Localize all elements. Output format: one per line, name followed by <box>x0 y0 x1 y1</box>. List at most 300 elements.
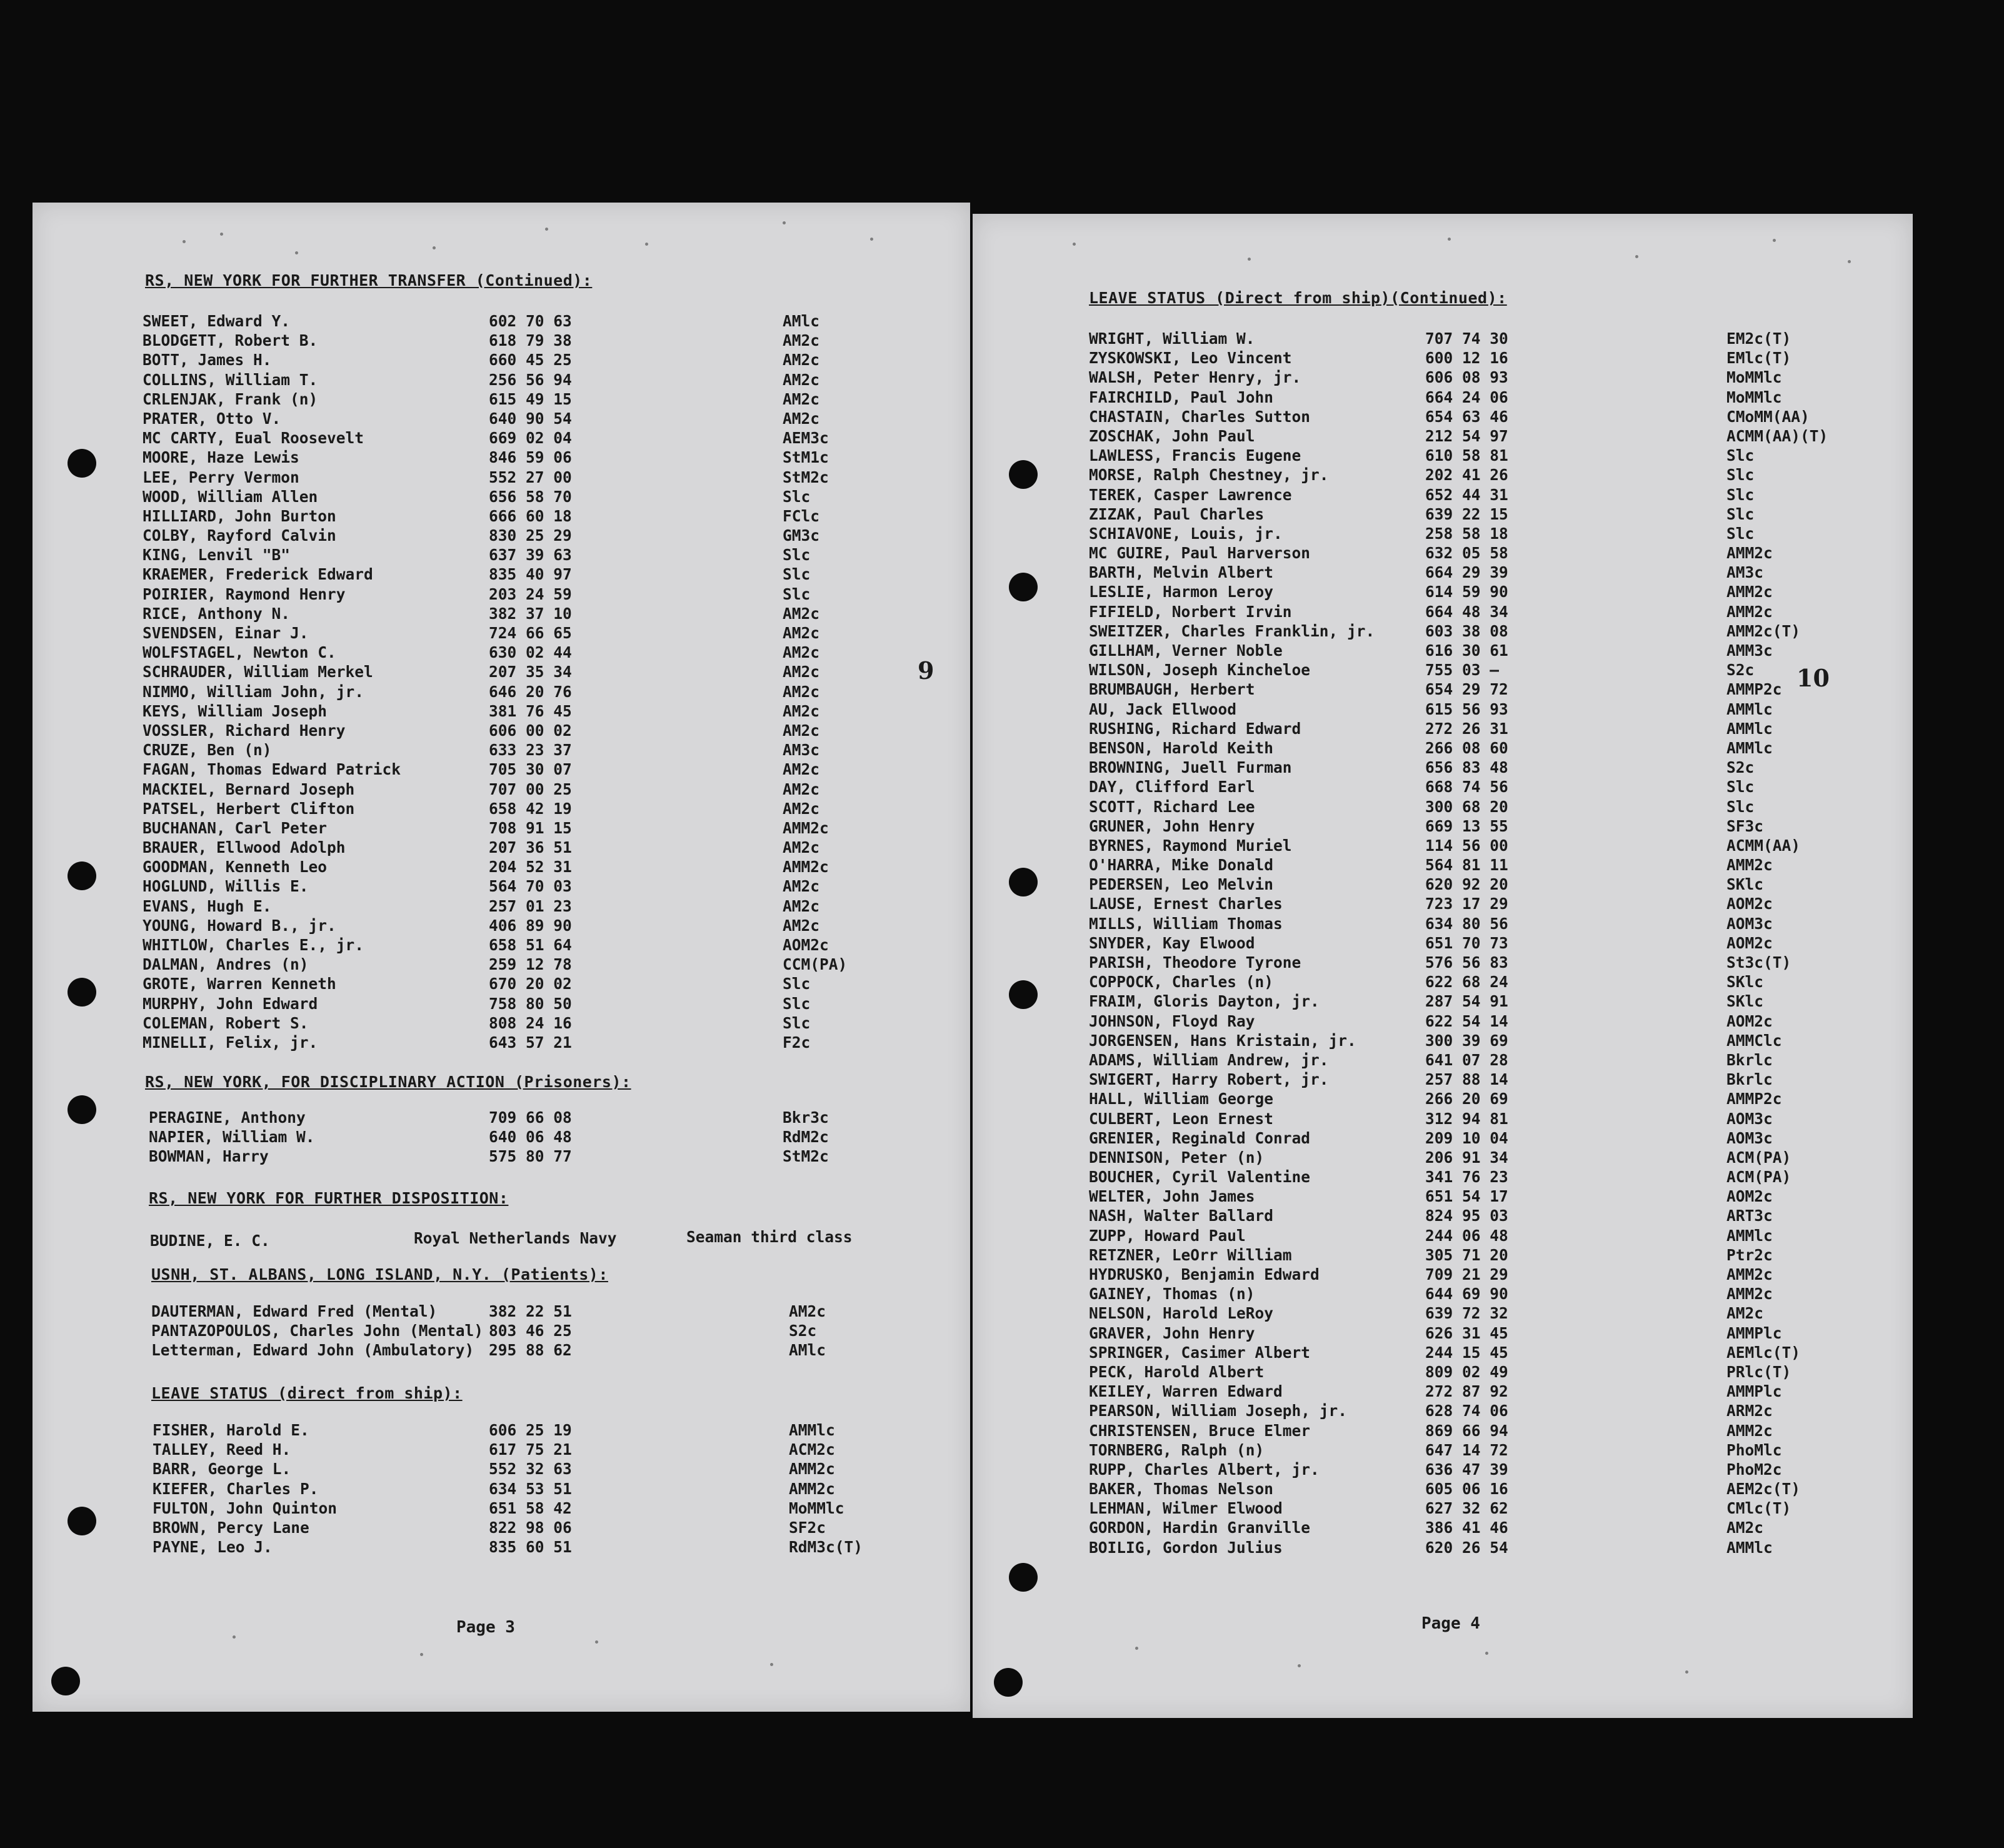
service-number: 575 80 77 <box>489 1147 572 1166</box>
service-number: 658 42 19 <box>489 799 572 818</box>
rating: FClc <box>783 506 820 525</box>
service-number: 300 68 20 <box>1425 797 1508 816</box>
person-name: MACKIEL, Bernard Joseph <box>143 780 355 798</box>
rating: AM2c <box>783 916 820 935</box>
person-name: BYRNES, Raymond Muriel <box>1089 836 1292 855</box>
person-name: TALLEY, Reed H. <box>153 1440 291 1459</box>
service-number: 758 80 50 <box>489 994 572 1013</box>
person-name: PEDERSEN, Leo Melvin <box>1089 875 1274 894</box>
service-number: 305 71 20 <box>1425 1245 1508 1264</box>
person-name: HALL, William George <box>1089 1090 1274 1108</box>
service-number: 272 26 31 <box>1425 719 1508 738</box>
budine-service: Royal Netherlands Navy <box>414 1229 617 1247</box>
person-name: SWEET, Edward Y. <box>143 312 291 330</box>
person-name: ZYSKOWSKI, Leo Vincent <box>1089 349 1292 368</box>
service-number: 204 52 31 <box>489 858 572 876</box>
rating: AMMlc <box>1726 700 1773 718</box>
service-number: 656 83 48 <box>1425 758 1508 777</box>
person-name: PERAGINE, Anthony <box>149 1108 306 1127</box>
service-number: 705 30 07 <box>489 760 572 779</box>
service-number: 564 70 03 <box>489 877 572 896</box>
rating: EM2c(T) <box>1726 329 1791 348</box>
person-name: GAINEY, Thomas (n) <box>1089 1285 1255 1303</box>
rating: AMM2c <box>789 1460 835 1479</box>
person-name: CRLENJAK, Frank (n) <box>143 389 318 408</box>
service-number: 835 60 51 <box>489 1538 572 1557</box>
service-number: 257 88 14 <box>1425 1070 1508 1089</box>
rating: ART3c <box>1726 1207 1773 1225</box>
person-name: LEE, Perry Vermon <box>143 468 299 486</box>
rating: AMMlc <box>1726 719 1773 738</box>
service-number: 643 57 21 <box>489 1033 572 1052</box>
rating: AMM2c <box>783 858 829 876</box>
service-number: 207 35 34 <box>489 663 572 681</box>
service-number: 614 59 90 <box>1425 583 1508 601</box>
person-name: PAYNE, Leo J. <box>153 1538 273 1557</box>
person-name: BUCHANAN, Carl Peter <box>143 818 328 837</box>
service-number: 632 05 58 <box>1425 544 1508 563</box>
person-name: CHRISTENSEN, Bruce Elmer <box>1089 1421 1311 1440</box>
rating: CMlc(T) <box>1726 1499 1791 1518</box>
rating: AMMlc <box>1726 1226 1773 1245</box>
service-number: 636 47 39 <box>1425 1460 1508 1479</box>
rating: AM2c <box>789 1302 826 1320</box>
section-heading: LEAVE STATUS (Direct from ship)(Continued): <box>1089 289 1507 307</box>
rating: RdM3c(T) <box>789 1538 863 1557</box>
rating: ACMM(AA)(T) <box>1726 426 1828 445</box>
rating: AMM2c <box>1726 1285 1773 1303</box>
rating: AM2c <box>783 799 820 818</box>
service-number: 244 06 48 <box>1425 1226 1508 1245</box>
punch-hole <box>68 1095 96 1124</box>
rating: AM2c <box>783 331 820 350</box>
service-number: 257 01 23 <box>489 896 572 915</box>
person-name: WOOD, William Allen <box>143 487 318 506</box>
service-number: 606 00 02 <box>489 721 572 740</box>
service-number: 618 79 38 <box>489 331 572 350</box>
person-name: DAUTERMAN, Edward Fred (Mental) <box>151 1302 438 1320</box>
person-name: LESLIE, Harmon Leroy <box>1089 583 1274 601</box>
service-number: 206 91 34 <box>1425 1148 1508 1167</box>
service-number: 669 13 55 <box>1425 816 1508 835</box>
rating: AOM3c <box>1726 1109 1773 1128</box>
service-number: 641 07 28 <box>1425 1050 1508 1069</box>
service-number: 670 20 02 <box>489 975 572 993</box>
punch-hole <box>1009 460 1038 489</box>
service-number: 809 02 49 <box>1425 1362 1508 1381</box>
service-number: 114 56 00 <box>1425 836 1508 855</box>
person-name: CHASTAIN, Charles Sutton <box>1089 407 1311 426</box>
service-number: 640 90 54 <box>489 409 572 428</box>
rating: Bkrlc <box>1726 1070 1773 1089</box>
rating: AMM2c <box>789 1479 835 1498</box>
person-name: EVANS, Hugh E. <box>143 896 272 915</box>
punch-hole <box>68 861 96 890</box>
service-number: 256 56 94 <box>489 370 572 389</box>
person-name: FAIRCHILD, Paul John <box>1089 388 1274 406</box>
rating: AM3c <box>783 741 820 760</box>
person-name: BOILIG, Gordon Julius <box>1089 1538 1283 1557</box>
service-number: 651 70 73 <box>1425 933 1508 952</box>
person-name: GOODMAN, Kenneth Leo <box>143 858 328 876</box>
person-name: GILLHAM, Verner Noble <box>1089 641 1283 660</box>
service-number: 272 87 92 <box>1425 1382 1508 1401</box>
rating: AMlc <box>783 312 820 330</box>
person-name: HILLIARD, John Burton <box>143 506 336 525</box>
rating: AMM2c <box>1726 583 1773 601</box>
person-name: FIFIELD, Norbert Irvin <box>1089 602 1292 621</box>
person-name: ZOSCHAK, John Paul <box>1089 426 1255 445</box>
person-name: WRIGHT, William W. <box>1089 329 1255 348</box>
person-name: BENSON, Harold Keith <box>1089 738 1274 757</box>
person-name: GROTE, Warren Kenneth <box>143 975 336 993</box>
service-number: 212 54 97 <box>1425 426 1508 445</box>
service-number: 647 14 72 <box>1425 1440 1508 1459</box>
punch-hole <box>1009 980 1038 1009</box>
rating: Slc <box>783 975 811 993</box>
punch-hole <box>1009 573 1038 601</box>
rating: SKlc <box>1726 973 1764 992</box>
rating: AM2c <box>783 701 820 720</box>
rating: AMMlc <box>789 1421 835 1439</box>
person-name: BARTH, Melvin Albert <box>1089 563 1274 582</box>
rating: MoMMlc <box>789 1499 844 1517</box>
rating: AOM2c <box>1726 933 1773 952</box>
rating: AM3c <box>1726 563 1764 582</box>
service-number: 203 24 59 <box>489 585 572 603</box>
person-name: JORGENSEN, Hans Kristain, jr. <box>1089 1031 1356 1050</box>
service-number: 615 56 93 <box>1425 700 1508 718</box>
service-number: 552 32 63 <box>489 1460 572 1479</box>
service-number: 630 02 44 <box>489 643 572 662</box>
rating: AOM2c <box>1726 895 1773 913</box>
person-name: KING, Lenvil "B" <box>143 546 291 565</box>
rating: Slc <box>1726 524 1755 543</box>
service-number: 709 66 08 <box>489 1108 572 1127</box>
person-name: BRUMBAUGH, Herbert <box>1089 680 1255 699</box>
service-number: 651 58 42 <box>489 1499 572 1517</box>
rating: AEM2c(T) <box>1726 1480 1801 1499</box>
person-name: FISHER, Harold E. <box>153 1421 309 1439</box>
punch-hole <box>51 1667 80 1695</box>
rating: StM1c <box>783 448 829 467</box>
person-name: CULBERT, Leon Ernest <box>1089 1109 1274 1128</box>
rating: AM2c <box>783 409 820 428</box>
rating: AMM2c <box>1726 544 1773 563</box>
service-number: 600 12 16 <box>1425 349 1508 368</box>
service-number: 669 02 04 <box>489 429 572 448</box>
service-number: 287 54 91 <box>1425 992 1508 1011</box>
person-name: Letterman, Edward John (Ambulatory) <box>151 1341 474 1360</box>
page-stamp: 9 <box>918 656 934 685</box>
person-name: SCOTT, Richard Lee <box>1089 797 1255 816</box>
person-name: COLLINS, William T. <box>143 370 318 389</box>
person-name: FRAIM, Gloris Dayton, jr. <box>1089 992 1320 1011</box>
punch-hole <box>994 1668 1023 1697</box>
rating: ACMM(AA) <box>1726 836 1801 855</box>
service-number: 656 58 70 <box>489 487 572 506</box>
person-name: DENNISON, Peter (n) <box>1089 1148 1265 1167</box>
service-number: 803 46 25 <box>489 1322 572 1340</box>
service-number: 602 70 63 <box>489 312 572 330</box>
service-number: 259 12 78 <box>489 955 572 974</box>
rating: Slc <box>783 585 811 603</box>
rating: AOM2c <box>1726 1187 1773 1206</box>
person-name: WILSON, Joseph Kincheloe <box>1089 661 1311 680</box>
rating: GM3c <box>783 526 820 545</box>
person-name: BRAUER, Ellwood Adolph <box>143 838 346 857</box>
person-name: BOUCHER, Cyril Valentine <box>1089 1168 1311 1187</box>
punch-hole <box>68 978 96 1007</box>
service-number: 755 03 — <box>1425 661 1500 680</box>
service-number: 664 48 34 <box>1425 602 1508 621</box>
service-number: 207 36 51 <box>489 838 572 857</box>
service-number: 603 38 08 <box>1425 621 1508 640</box>
rating: AOM3c <box>1726 914 1773 933</box>
service-number: 646 20 76 <box>489 682 572 701</box>
service-number: 620 92 20 <box>1425 875 1508 894</box>
person-name: GRUNER, John Henry <box>1089 816 1255 835</box>
person-name: BOTT, James H. <box>143 351 272 369</box>
service-number: 666 60 18 <box>489 506 572 525</box>
rating: AM2c <box>783 604 820 623</box>
person-name: FULTON, John Quinton <box>153 1499 338 1517</box>
rating: AEM3c <box>783 429 829 448</box>
page-number: Page 4 <box>1421 1614 1480 1633</box>
service-number: 300 39 69 <box>1425 1031 1508 1050</box>
person-name: PATSEL, Herbert Clifton <box>143 799 355 818</box>
service-number: 709 21 29 <box>1425 1265 1508 1283</box>
rating: AMMPlc <box>1726 1323 1782 1342</box>
service-number: 620 26 54 <box>1425 1538 1508 1557</box>
rating: AM2c <box>783 877 820 896</box>
service-number: 616 30 61 <box>1425 641 1508 660</box>
rating: SF3c <box>1726 816 1764 835</box>
person-name: LAWLESS, Francis Eugene <box>1089 446 1301 465</box>
service-number: 576 56 83 <box>1425 953 1508 972</box>
service-number: 628 74 06 <box>1425 1402 1508 1420</box>
rating: MoMMlc <box>1726 368 1782 387</box>
rating: AMMP2c <box>1726 1090 1782 1108</box>
service-number: 664 29 39 <box>1425 563 1508 582</box>
service-number: 633 23 37 <box>489 741 572 760</box>
rating: PhoMlc <box>1726 1440 1782 1459</box>
service-number: 651 54 17 <box>1425 1187 1508 1206</box>
service-number: 341 76 23 <box>1425 1168 1508 1187</box>
service-number: 606 08 93 <box>1425 368 1508 387</box>
rating: AM2c <box>783 780 820 798</box>
rating: AMM3c <box>1726 641 1773 660</box>
person-name: WOLFSTAGEL, Newton C. <box>143 643 336 662</box>
rating: Slc <box>1726 446 1755 465</box>
left-page <box>33 203 970 1712</box>
rating: AOM2c <box>1726 1012 1773 1030</box>
person-name: RUSHING, Richard Edward <box>1089 719 1301 738</box>
rating: S2c <box>789 1322 817 1340</box>
rating: S2c <box>1726 661 1755 680</box>
person-name: HOGLUND, Willis E. <box>143 877 309 896</box>
person-name: BLODGETT, Robert B. <box>143 331 318 350</box>
person-name: HYDRUSKO, Benjamin Edward <box>1089 1265 1320 1283</box>
rating: StM2c <box>783 1147 829 1166</box>
page-number: Page 3 <box>456 1618 515 1637</box>
rating: Bkrlc <box>1726 1050 1773 1069</box>
rating: Slc <box>1726 466 1755 485</box>
person-name: WALSH, Peter Henry, jr. <box>1089 368 1301 387</box>
rating: AM2c <box>1726 1519 1764 1537</box>
service-number: 295 88 62 <box>489 1341 572 1360</box>
rating: AM2c <box>1726 1304 1764 1323</box>
service-number: 668 74 56 <box>1425 778 1508 796</box>
rating: StM2c <box>783 468 829 486</box>
person-name: PEARSON, William Joseph, jr. <box>1089 1402 1348 1420</box>
person-name: SVENDSEN, Einar J. <box>143 624 309 642</box>
rating: Slc <box>1726 778 1755 796</box>
person-name: BAKER, Thomas Nelson <box>1089 1480 1274 1499</box>
rating: AM2c <box>783 389 820 408</box>
person-name: WHITLOW, Charles E., jr. <box>143 936 364 954</box>
punch-hole <box>68 449 96 478</box>
service-number: 654 29 72 <box>1425 680 1508 699</box>
person-name: PARISH, Theodore Tyrone <box>1089 953 1301 972</box>
person-name: SNYDER, Kay Elwood <box>1089 933 1255 952</box>
service-number: 312 94 81 <box>1425 1109 1508 1128</box>
service-number: 552 27 00 <box>489 468 572 486</box>
person-name: TEREK, Casper Lawrence <box>1089 485 1292 504</box>
person-name: GRAVER, John Henry <box>1089 1323 1255 1342</box>
person-name: POIRIER, Raymond Henry <box>143 585 346 603</box>
service-number: 382 22 51 <box>489 1302 572 1320</box>
service-number: 654 63 46 <box>1425 407 1508 426</box>
rating: AMM2c <box>1726 602 1773 621</box>
person-name: SWIGERT, Harry Robert, jr. <box>1089 1070 1329 1089</box>
service-number: 382 37 10 <box>489 604 572 623</box>
person-name: O'HARRA, Mike Donald <box>1089 856 1274 875</box>
service-number: 606 25 19 <box>489 1421 572 1439</box>
person-name: NASH, Walter Ballard <box>1089 1207 1274 1225</box>
section-heading: RS, NEW YORK FOR FURTHER TRANSFER (Continued): <box>145 271 593 289</box>
person-name: GRENIER, Reginald Conrad <box>1089 1128 1311 1147</box>
service-number: 386 41 46 <box>1425 1519 1508 1537</box>
rating: AMM2c <box>1726 1421 1773 1440</box>
service-number: 381 76 45 <box>489 701 572 720</box>
person-name: PANTAZOPOULOS, Charles John (Mental) <box>151 1322 484 1340</box>
person-name: KEYS, William Joseph <box>143 701 328 720</box>
service-number: 605 06 16 <box>1425 1480 1508 1499</box>
rating: CMoMM(AA) <box>1726 407 1810 426</box>
rating: AM2c <box>783 643 820 662</box>
person-name: MINELLI, Felix, jr. <box>143 1033 318 1052</box>
rating: AMM2c <box>1726 856 1773 875</box>
person-name: SCHRAUDER, William Merkel <box>143 663 373 681</box>
person-name: TORNBERG, Ralph (n) <box>1089 1440 1265 1459</box>
right-page <box>973 214 1913 1718</box>
person-name: ZIZAK, Paul Charles <box>1089 505 1265 523</box>
rating: AMM2c <box>1726 1265 1773 1283</box>
rating: AM2c <box>783 663 820 681</box>
service-number: 622 68 24 <box>1425 973 1508 992</box>
rating: AM2c <box>783 682 820 701</box>
punch-hole <box>1009 868 1038 896</box>
rating: AM2c <box>783 838 820 857</box>
service-number: 708 91 15 <box>489 818 572 837</box>
service-number: 707 74 30 <box>1425 329 1508 348</box>
rating: CCM(PA) <box>783 955 848 974</box>
service-number: 258 58 18 <box>1425 524 1508 543</box>
person-name: DAY, Clifford Earl <box>1089 778 1255 796</box>
service-number: 406 89 90 <box>489 916 572 935</box>
rating: AM2c <box>783 624 820 642</box>
service-number: 634 80 56 <box>1425 914 1508 933</box>
person-name: GORDON, Hardin Granville <box>1089 1519 1311 1537</box>
person-name: FAGAN, Thomas Edward Patrick <box>143 760 401 779</box>
section-heading: RS, NEW YORK, FOR DISCIPLINARY ACTION (Prisoners): <box>145 1073 631 1091</box>
service-number: 639 72 32 <box>1425 1304 1508 1323</box>
rating: AM2c <box>783 370 820 389</box>
person-name: VOSSLER, Richard Henry <box>143 721 346 740</box>
rating: SF2c <box>789 1518 826 1537</box>
rating: AMMlc <box>1726 738 1773 757</box>
person-name: BROWN, Percy Lane <box>153 1518 309 1537</box>
service-number: 266 20 69 <box>1425 1090 1508 1108</box>
rating: RdM2c <box>783 1128 829 1147</box>
person-name: BOWMAN, Harry <box>149 1147 269 1166</box>
service-number: 266 08 60 <box>1425 738 1508 757</box>
rating: AMMClc <box>1726 1031 1782 1050</box>
rating: Slc <box>783 487 811 506</box>
rating: SKlc <box>1726 992 1764 1011</box>
rating: F2c <box>783 1033 811 1052</box>
person-name: PRATER, Otto V. <box>143 409 281 428</box>
service-number: 627 32 62 <box>1425 1499 1508 1518</box>
service-number: 652 44 31 <box>1425 485 1508 504</box>
service-number: 639 22 15 <box>1425 505 1508 523</box>
budine-rate: Seaman third class <box>686 1228 853 1246</box>
rating: SKlc <box>1726 875 1764 894</box>
service-number: 869 66 94 <box>1425 1421 1508 1440</box>
person-name: ZUPP, Howard Paul <box>1089 1226 1246 1245</box>
person-name: MURPHY, John Edward <box>143 994 318 1013</box>
rating: PRlc(T) <box>1726 1362 1791 1381</box>
service-number: 658 51 64 <box>489 936 572 954</box>
rating: Slc <box>1726 505 1755 523</box>
service-number: 822 98 06 <box>489 1518 572 1537</box>
person-name: SCHIAVONE, Louis, jr. <box>1089 524 1283 543</box>
rating: AMM2c <box>783 818 829 837</box>
rating: ACM(PA) <box>1726 1168 1791 1187</box>
rating: S2c <box>1726 758 1755 777</box>
service-number: 634 53 51 <box>489 1479 572 1498</box>
service-number: 244 15 45 <box>1425 1343 1508 1362</box>
person-name: KRAEMER, Frederick Edward <box>143 565 373 584</box>
service-number: 724 66 65 <box>489 624 572 642</box>
punch-hole <box>68 1507 96 1535</box>
rating: AMlc <box>789 1341 826 1360</box>
person-name: NAPIER, William W. <box>149 1128 315 1147</box>
person-name: KIEFER, Charles P. <box>153 1479 319 1498</box>
person-name: CRUZE, Ben (n) <box>143 741 272 760</box>
person-name: LEHMAN, Wilmer Elwood <box>1089 1499 1283 1518</box>
rating: Slc <box>783 1013 811 1032</box>
person-name: NIMMO, William John, jr. <box>143 682 364 701</box>
service-number: 209 10 04 <box>1425 1128 1508 1147</box>
rating: EMlc(T) <box>1726 349 1791 368</box>
service-number: 564 81 11 <box>1425 856 1508 875</box>
rating: Slc <box>1726 485 1755 504</box>
person-name: AU, Jack Ellwood <box>1089 700 1237 718</box>
service-number: 664 24 06 <box>1425 388 1508 406</box>
rating: AMMP2c <box>1726 680 1782 699</box>
